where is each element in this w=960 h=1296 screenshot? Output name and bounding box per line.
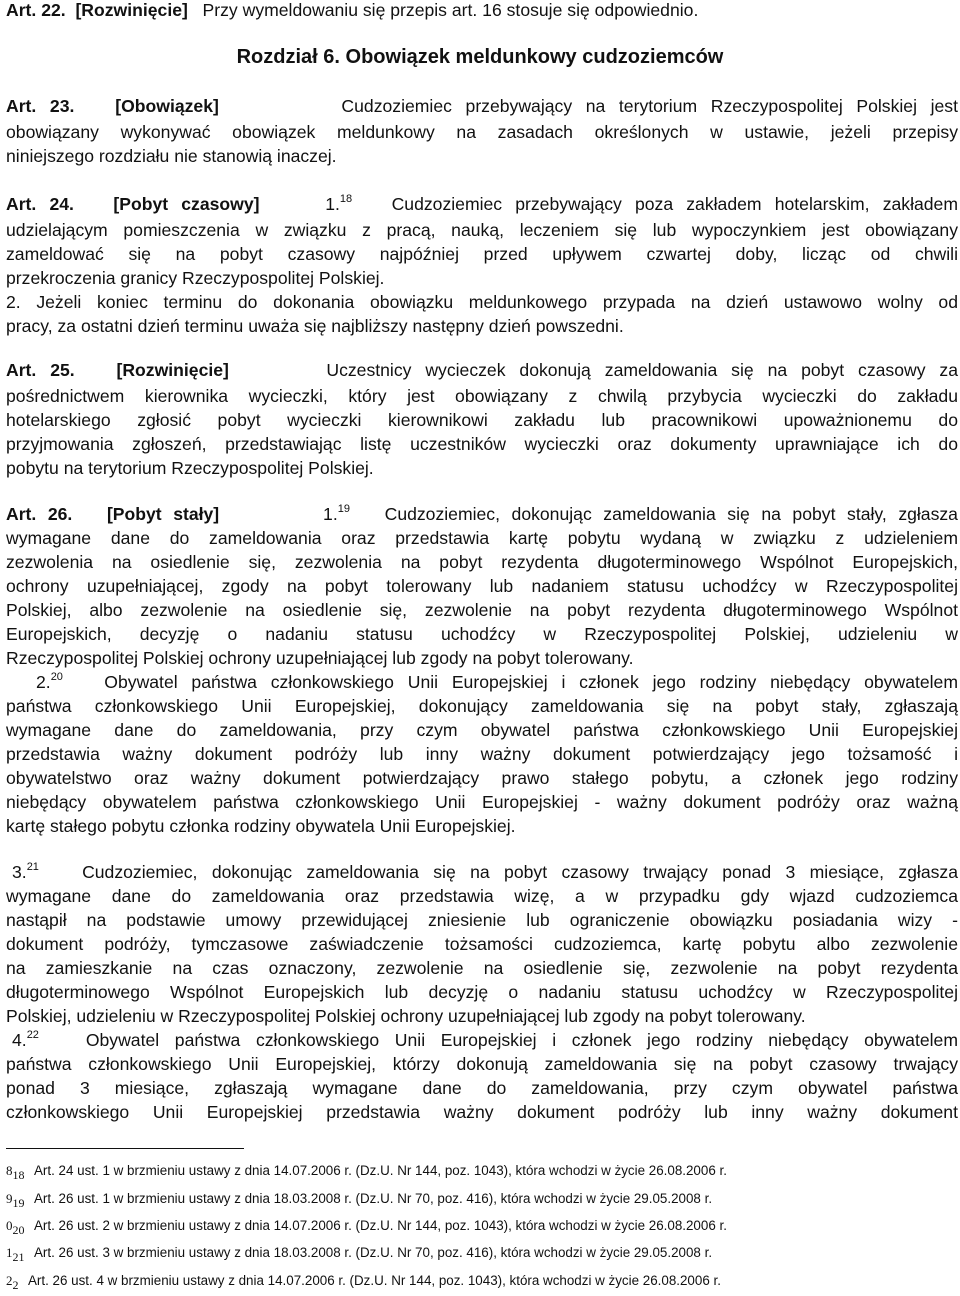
article-text: Uczestnicy wycieczek dokonują zameldowania się na pobyt czasowy za <box>326 360 958 380</box>
footnote-mark: $2_2$ <box>6 1273 19 1292</box>
footnote-mark: $1_{21}$ <box>6 1245 25 1264</box>
paragraph-number: 1. <box>323 504 338 524</box>
article-number: Art. 25. <box>6 360 75 380</box>
art26-line: wymagane dane do zameldowania oraz przedstawia kartę pobytu wydaną w związku z udzieleniem <box>6 528 958 548</box>
art26-line: kartę stałego pobytu członka rodziny obywatela Unii Europejskiej. <box>6 816 516 836</box>
footnote-text: Art. 26 ust. 4 w brzmieniu ustawy z dnia 14.07.2006 r. (Dz.U. Nr 144, poz. 1043), która wchodzi w życie 26.08.2006 r. <box>28 1273 721 1288</box>
art26-line: ochrony uzupełniającej, zgody na pobyt tolerowany lub nadaniem statusu uchodźcy w Rzeczypospolitej <box>6 576 958 596</box>
footnote-ref: 21 <box>26 861 39 873</box>
footnote-mark: $0_{20}$ <box>6 1218 25 1237</box>
paragraph-number: 1. <box>325 194 340 214</box>
art26-line: obywatelstwo oraz ważny dokument potwierdzający prawo stałego pobytu, a członek jego rodziny <box>6 768 958 788</box>
art26-line: wymagane dane do zameldowania oraz przedstawia wizę, a w przypadku gdy wjazd cudzoziemca <box>6 886 958 906</box>
footnote-item <box>6 1272 956 1294</box>
footnote-separator <box>6 1148 244 1149</box>
art24-line: przekroczenia granicy Rzeczypospolitej Polskiej. <box>6 268 385 288</box>
art26-line <box>12 1028 958 1052</box>
footnote-item <box>6 1190 956 1212</box>
footnote-text: Art. 26 ust. 2 w brzmieniu ustawy z dnia 14.07.2006 r. (Dz.U. Nr 144, poz. 1043), która wchodzi w życie 26.08.2006 r. <box>34 1218 727 1233</box>
article-text: Przy wymeldowaniu się przepis art. 16 stosuje się odpowiednio. <box>202 0 699 20</box>
article-number: Art. 22. <box>6 0 66 20</box>
art23-line: niniejszego rozdziału nie stanowią inaczej. <box>6 146 337 166</box>
article-text: Cudzoziemiec, dokonując zameldowania się na pobyt czasowy trwający ponad 3 miesiące, zgłasza <box>82 862 958 882</box>
art24-line: pracy, za ostatni dzień terminu uważa się najbliższy następny dzień powszedni. <box>6 316 624 336</box>
article-number: Art. 24. <box>6 194 74 214</box>
art23-line: obowiązany wykonywać obowiązek meldunkowy na zasadach określonych w ustawie, jeżeli przepisy <box>6 122 958 142</box>
art26-line: nastąpił na podstawie umowy przewidującej zniesienie lub ograniczenie obowiązku posiadania wizy - <box>6 910 958 930</box>
art25-line: pobytu na terytorium Rzeczypospolitej Polskiej. <box>6 458 374 478</box>
art26-line: długoterminowego Wspólnot Europejskich lub decyzję o nadaniu statusu uchodźcy w Rzeczypospolitej <box>6 982 958 1002</box>
article-heading: [Rozwinięcie] <box>116 360 229 380</box>
chapter-title: Rozdział 6. Obowiązek meldunkowy cudzoziemców <box>236 46 724 68</box>
footnote-item <box>6 1244 956 1266</box>
paragraph-number: 4. <box>12 1030 27 1050</box>
art26-line: niebędący obywatelem państwa członkowskiego Unii Europejskiej - ważny dokument podróży oraz ważną <box>6 792 958 812</box>
art26-line <box>6 502 958 526</box>
art26-line: Polskiej, udzieleniu w Rzeczypospolitej Polskiej ochrony uzupełniającej lub zgody na pobyt tolerowany. <box>6 1006 806 1026</box>
footnote-mark: $9_{19}$ <box>6 1191 25 1210</box>
paragraph-number: 2. <box>36 672 51 692</box>
article-heading: [Pobyt czasowy] <box>113 194 260 214</box>
art26-line: zezwolenia na osiedlenie się, zezwolenia na pobyt rezydenta długoterminowego Wspólnot Europejskich, <box>6 552 958 572</box>
footnote-item <box>6 1162 956 1184</box>
art26-line: dokument podróży, tymczasowe zaświadczenie tożsamości cudzoziemca, kartę pobytu albo zezwolenie <box>6 934 958 954</box>
article-text: Cudzoziemiec przebywający poza zakładem hotelarskim, zakładem <box>391 194 958 214</box>
art24-line: zameldować się na pobyt czasowy najpóźniej przed upływem czwartej doby, licząc od chwili <box>6 244 958 264</box>
footnote-ref: 20 <box>50 671 63 683</box>
art26-line: członkowskiego Unii Europejskiej przedstawia ważny dokument podróży lub inny ważny dokument <box>6 1102 958 1122</box>
article-text: Obywatel państwa członkowskiego Unii Europejskiej i członek jego rodziny niebędący obywatelem <box>104 672 958 692</box>
art26-line: Europejskich, decyzję o nadaniu statusu uchodźcy w Rzeczypospolitej Polskiej, udzieleniu w <box>6 624 958 644</box>
art25-line: pośrednictwem kierownika wycieczki, który jest obowiązany z chwilą przybycia wycieczki do zakładu <box>6 386 958 406</box>
article-heading: [Rozwinięcie] <box>75 0 188 20</box>
article-text: Cudzoziemiec przebywający na terytorium Rzeczypospolitej Polskiej jest <box>341 96 958 116</box>
art26-line <box>36 670 958 694</box>
art25-line: hotelarskiego zgłosić pobyt wycieczki kierownikowi zakładu lub pracownikowi upoważnionemu do <box>6 410 958 430</box>
art26-line: wymagane dane do zameldowania, przy czym obywatel państwa członkowskiego Unii Europejskiej <box>6 720 958 740</box>
article-heading: [Pobyt stały] <box>106 504 220 524</box>
article-text: Cudzoziemiec, dokonując zameldowania się na pobyt stały, zgłasza <box>384 504 958 524</box>
footnote-item <box>6 1217 956 1239</box>
art26-line: przedstawia ważny dokument podróży lub inny ważny dokument potwierdzający jego tożsamość i <box>6 744 958 764</box>
footnote-text: Art. 24 ust. 1 w brzmieniu ustawy z dnia 14.07.2006 r. (Dz.U. Nr 144, poz. 1043), która wchodzi w życie 26.08.2006 r. <box>34 1163 727 1178</box>
footnote-ref: 22 <box>26 1029 39 1041</box>
article-number: Art. 26. <box>6 504 73 524</box>
art26-line <box>12 860 958 884</box>
footnote-mark: $8_{18}$ <box>6 1163 25 1182</box>
art26-line: Rzeczypospolitej Polskiej ochrony uzupełniającej lub zgody na pobyt tolerowany. <box>6 648 634 668</box>
paragraph-number: 3. <box>12 862 27 882</box>
article-heading: [Obowiązek] <box>115 96 219 116</box>
footnote-text: Art. 26 ust. 1 w brzmieniu ustawy z dnia 18.03.2008 r. (Dz.U. Nr 70, poz. 416), która wchodzi w życie 29.05.2008 r. <box>34 1191 713 1206</box>
art24-line: udzielającym pomieszczenia w związku z pracą, nauką, leczeniem się lub wypoczynkiem jest obowiązany <box>6 220 958 240</box>
art26-line: Polskiej, albo zezwolenie na osiedlenie się, zezwolenie na pobyt rezydenta długoterminowego Wspólnot <box>6 600 958 620</box>
art26-line: państwa członkowskiego Unii Europejskiej, którzy dokonują zameldowania się na pobyt czasowy trwający <box>6 1054 958 1074</box>
article-number: Art. 23. <box>6 96 75 116</box>
art22-paragraph <box>6 0 958 22</box>
footnote-text: Art. 26 ust. 3 w brzmieniu ustawy z dnia 18.03.2008 r. (Dz.U. Nr 70, poz. 416), która wchodzi w życie 29.05.2008 r. <box>34 1245 713 1260</box>
art24-line <box>6 192 958 216</box>
art26-line: na zamieszkanie na czas oznaczony, zezwolenie na osiedlenie się, zezwolenie na pobyt rezydenta <box>6 958 958 978</box>
art26-line: ponad 3 miesiące, zgłaszają wymagane dane do zameldowania, przy czym obywatel państwa <box>6 1078 958 1098</box>
article-text: Obywatel państwa członkowskiego Unii Europejskiej i członek jego rodziny niebędący obywatelem <box>85 1030 958 1050</box>
footnote-ref: 18 <box>339 193 353 205</box>
art24-line: 2. Jeżeli koniec terminu do dokonania obowiązku meldunkowego przypada na dzień ustawowo wolny od <box>6 292 958 312</box>
art25-line: przyjmowania zgłoszeń, przedstawiając listę uczestników wycieczki oraz dokumenty uprawniające ich do <box>6 434 958 454</box>
art25-line <box>6 358 958 382</box>
art26-line: państwa członkowskiego Unii Europejskiej, dokonujący zameldowania się na pobyt stały, zgłaszają <box>6 696 958 716</box>
footnote-ref: 19 <box>337 503 350 515</box>
art23-line <box>6 94 958 118</box>
